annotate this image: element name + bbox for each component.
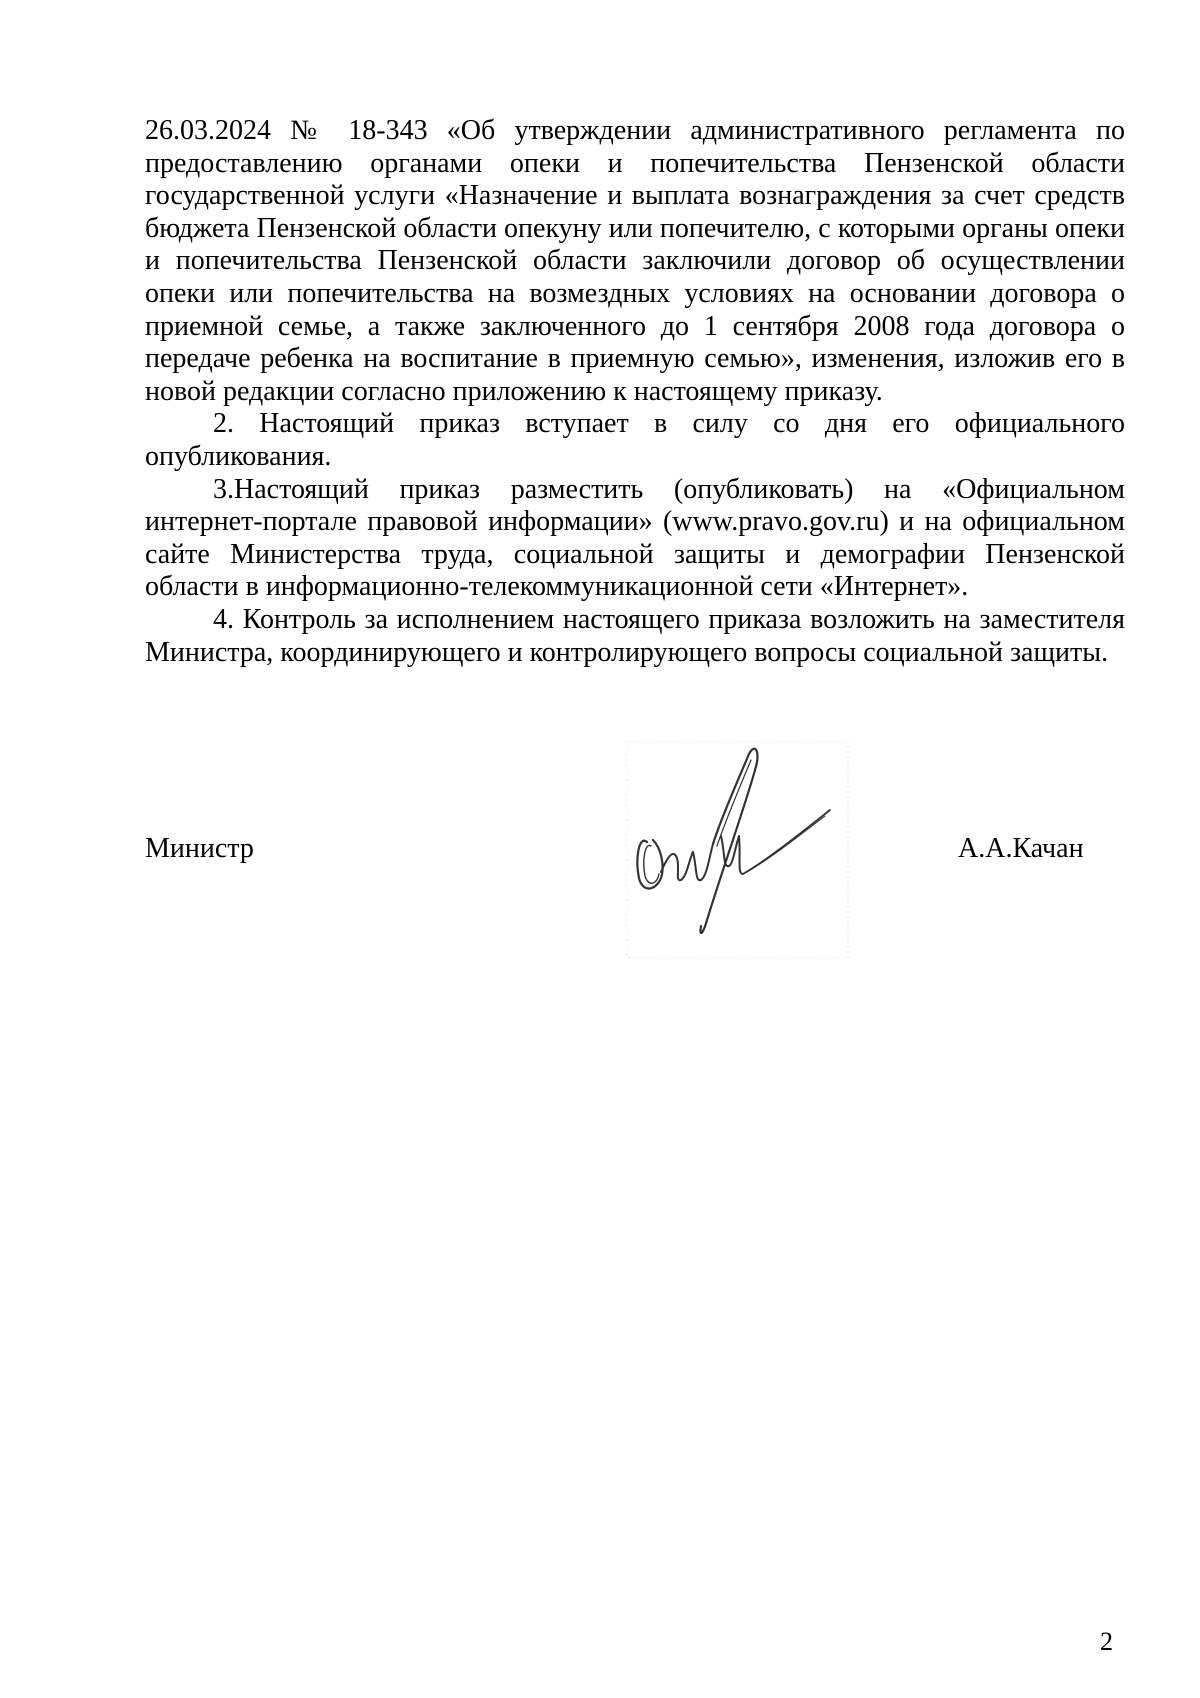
handwritten-signature (625, 740, 850, 960)
signatory-title: Министр (145, 833, 254, 864)
paragraph-item-2: 2. Настоящий приказ вступает в силу со дня его официального опубликования. (145, 408, 1125, 472)
paragraph-continuation: 26.03.2024 № 18-343 «Об утверждении административного регламента по предоставлению органами опеки и попечительства Пензенской области государственной услуги «Назначение и выплата вознаграждения за счет средств бюджета Пензенской области опекуну или попечителю, с которыми органы опеки и попечительства Пензенской области заключили договор об осуществлении опеки или попечительства на возмездных условиях на основании договора о приемной семье, а также заключенного до 1 сентября 2008 года договора о передаче ребенка на воспитание в приемную семью», изменения, изложив его в новой редакции согласно приложению к настоящему приказу. (145, 115, 1125, 407)
paragraph-item-3: 3.Настоящий приказ разместить (опубликовать) на «Официальном интернет-портале правовой информации» (www.pravo.gov.ru) и на официальном сайте Министерства труда, социальной защиты и демографии Пензенской области в информационно-телекоммуникационной сети «Интернет». (145, 473, 1125, 603)
document-body (145, 115, 1125, 669)
paragraph-item-4: 4. Контроль за исполнением настоящего приказа возложить на заместителя Министра, координирующего и контролирующего вопросы социальной защиты. (145, 603, 1125, 668)
signatory-name: А.А.Качан (958, 833, 1084, 864)
page-number: 2 (1100, 1627, 1113, 1656)
